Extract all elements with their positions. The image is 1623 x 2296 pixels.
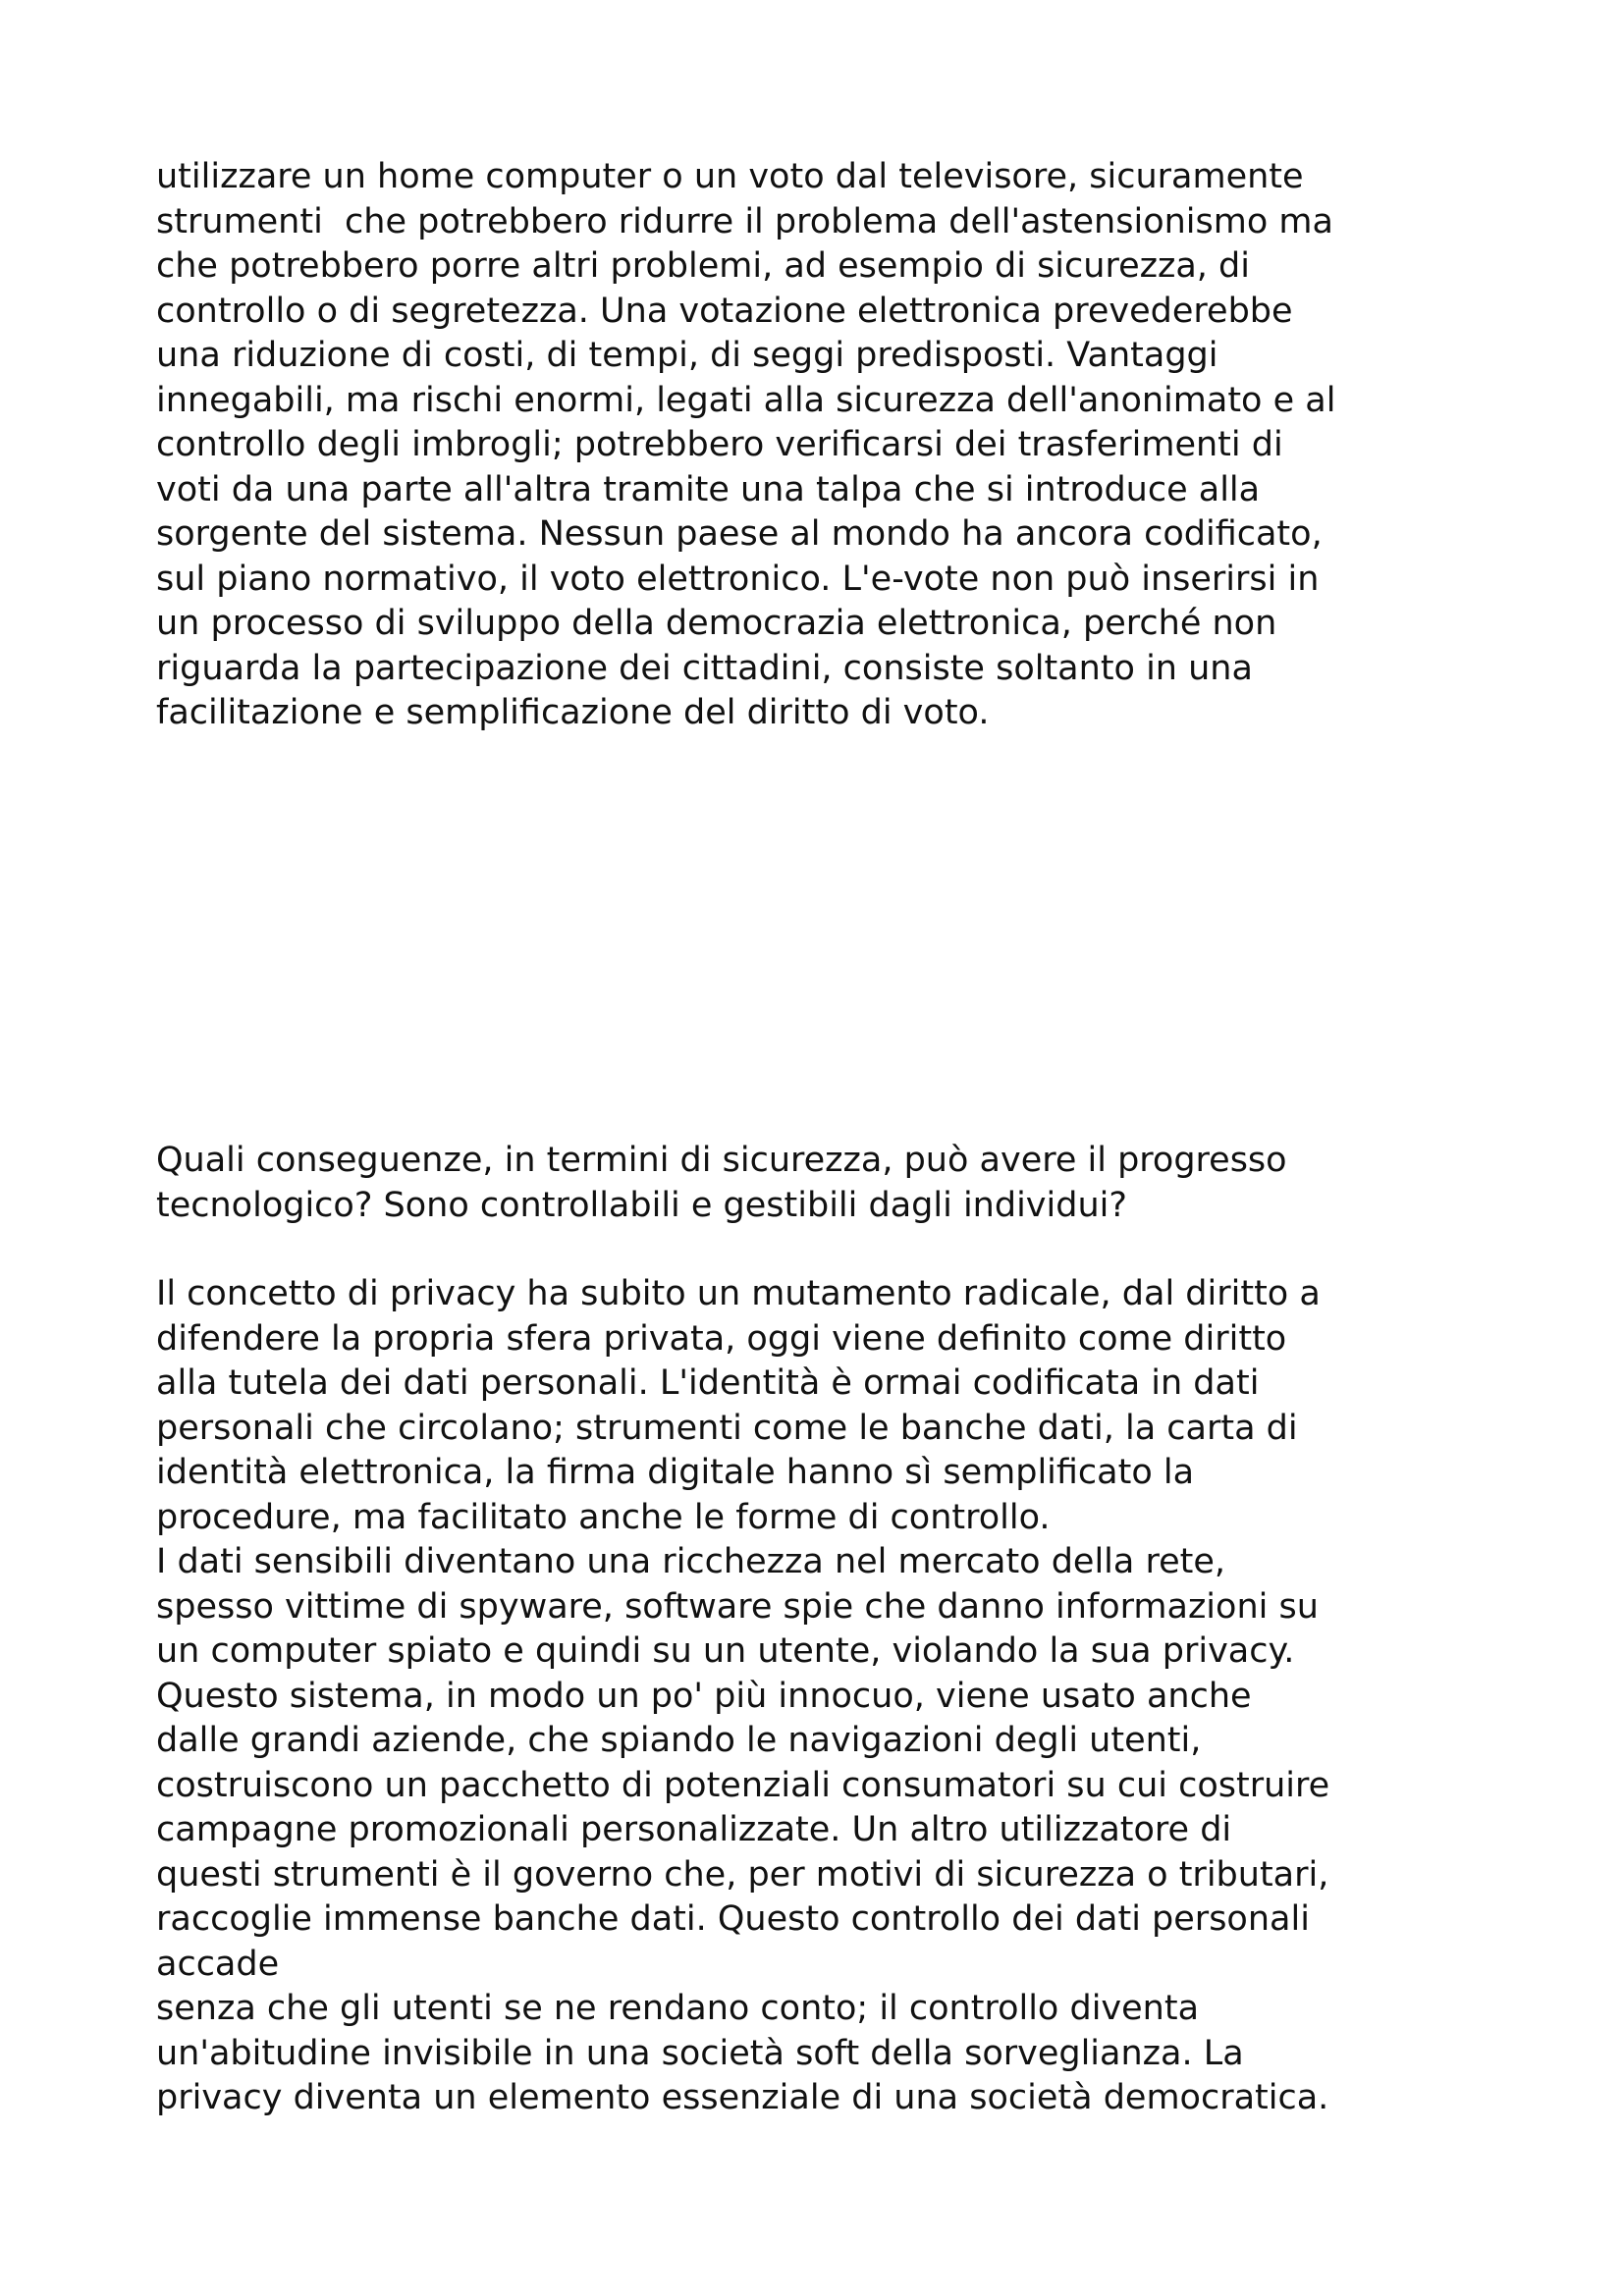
text-line: sul piano normativo, il voto elettronico. L'e-vote non può inserirsi in	[156, 559, 1320, 599]
text-line: raccoglie immense banche dati. Questo controllo dei dati personali	[156, 1899, 1310, 1939]
text-line: un computer spiato e quindi su un utente, violando la sua privacy.	[156, 1631, 1295, 1671]
text-line: innegabili, ma rischi enormi, legati alla sicurezza dell'anonimato e al	[156, 380, 1336, 420]
text-line: una riduzione di costi, di tempi, di seggi predisposti. Vantaggi	[156, 336, 1218, 375]
question-line: Quali conseguenze, in termini di sicurezza, può avere il progresso	[156, 1141, 1287, 1180]
text-line: costruiscono un pacchetto di potenziali consumatori su cui costruire	[156, 1765, 1330, 1805]
text-line: dalle grandi aziende, che spiando le navigazioni degli utenti,	[156, 1721, 1202, 1760]
text-line: personali che circolano; strumenti come le banche dati, la carta di	[156, 1408, 1298, 1448]
text-line: procedure, ma facilitato anche le forme di controllo.	[156, 1497, 1051, 1537]
text-line: identità elettronica, la firma digitale hanno sì semplificato la	[156, 1453, 1195, 1492]
text-line: campagne promozionali personalizzate. Un altro utilizzatore di	[156, 1810, 1232, 1849]
text-line: accade	[156, 1944, 280, 1984]
text-line: riguarda la partecipazione dei cittadini, consiste soltanto in una	[156, 648, 1253, 688]
text-line: privacy diventa un elemento essenziale di una società democratica.	[156, 2078, 1329, 2117]
text-line: strumenti che potrebbero ridurre il problema dell'astensionismo ma	[156, 201, 1333, 241]
question-heading	[156, 1139, 1550, 1228]
question-line: tecnologico? Sono controllabili e gestibili dagli individui?	[156, 1185, 1127, 1225]
text-line: un processo di sviluppo della democrazia elettronica, perché non	[156, 604, 1277, 643]
text-line: voti da una parte all'altra tramite una talpa che si introduce alla	[156, 469, 1261, 509]
text-line: controllo degli imbrogli; potrebbero verificarsi dei trasferimenti di	[156, 425, 1283, 464]
text-line: controllo o di segretezza. Una votazione elettronica prevederebbe	[156, 291, 1293, 331]
text-line: senza che gli utenti se ne rendano conto; il controllo diventa	[156, 1989, 1200, 2028]
text-line: Il concetto di privacy ha subito un mutamento radicale, dal diritto a	[156, 1274, 1321, 1313]
text-line: sorgente del sistema. Nessun paese al mondo ha ancora codificato,	[156, 514, 1323, 554]
text-line: spesso vittime di spyware, software spie che danno informazioni su	[156, 1586, 1319, 1627]
text-line: un'abitudine invisibile in una società soft della sorveglianza. La	[156, 2033, 1244, 2073]
text-line: alla tutela dei dati personali. L'identità è ormai codificata in dati	[156, 1363, 1260, 1403]
text-line: I dati sensibili diventano una ricchezza nel mercato della rete,	[156, 1542, 1226, 1581]
paragraph-e-vote	[156, 155, 1550, 736]
text-line: che potrebbero porre altri problemi, ad esempio di sicurezza, di	[156, 246, 1250, 286]
text-line: Questo sistema, in modo un po' più innocuo, viene usato anche	[156, 1676, 1252, 1716]
text-line: utilizzare un home computer o un voto dal televisore, sicuramente	[156, 157, 1304, 196]
paragraph-privacy	[156, 1272, 1550, 2121]
text-line: facilitazione e semplificazione del diritto di voto.	[156, 693, 990, 732]
text-line: questi strumenti è il governo che, per motivi di sicurezza o tributari,	[156, 1854, 1329, 1895]
text-line: difendere la propria sfera privata, oggi viene definito come diritto	[156, 1318, 1287, 1359]
